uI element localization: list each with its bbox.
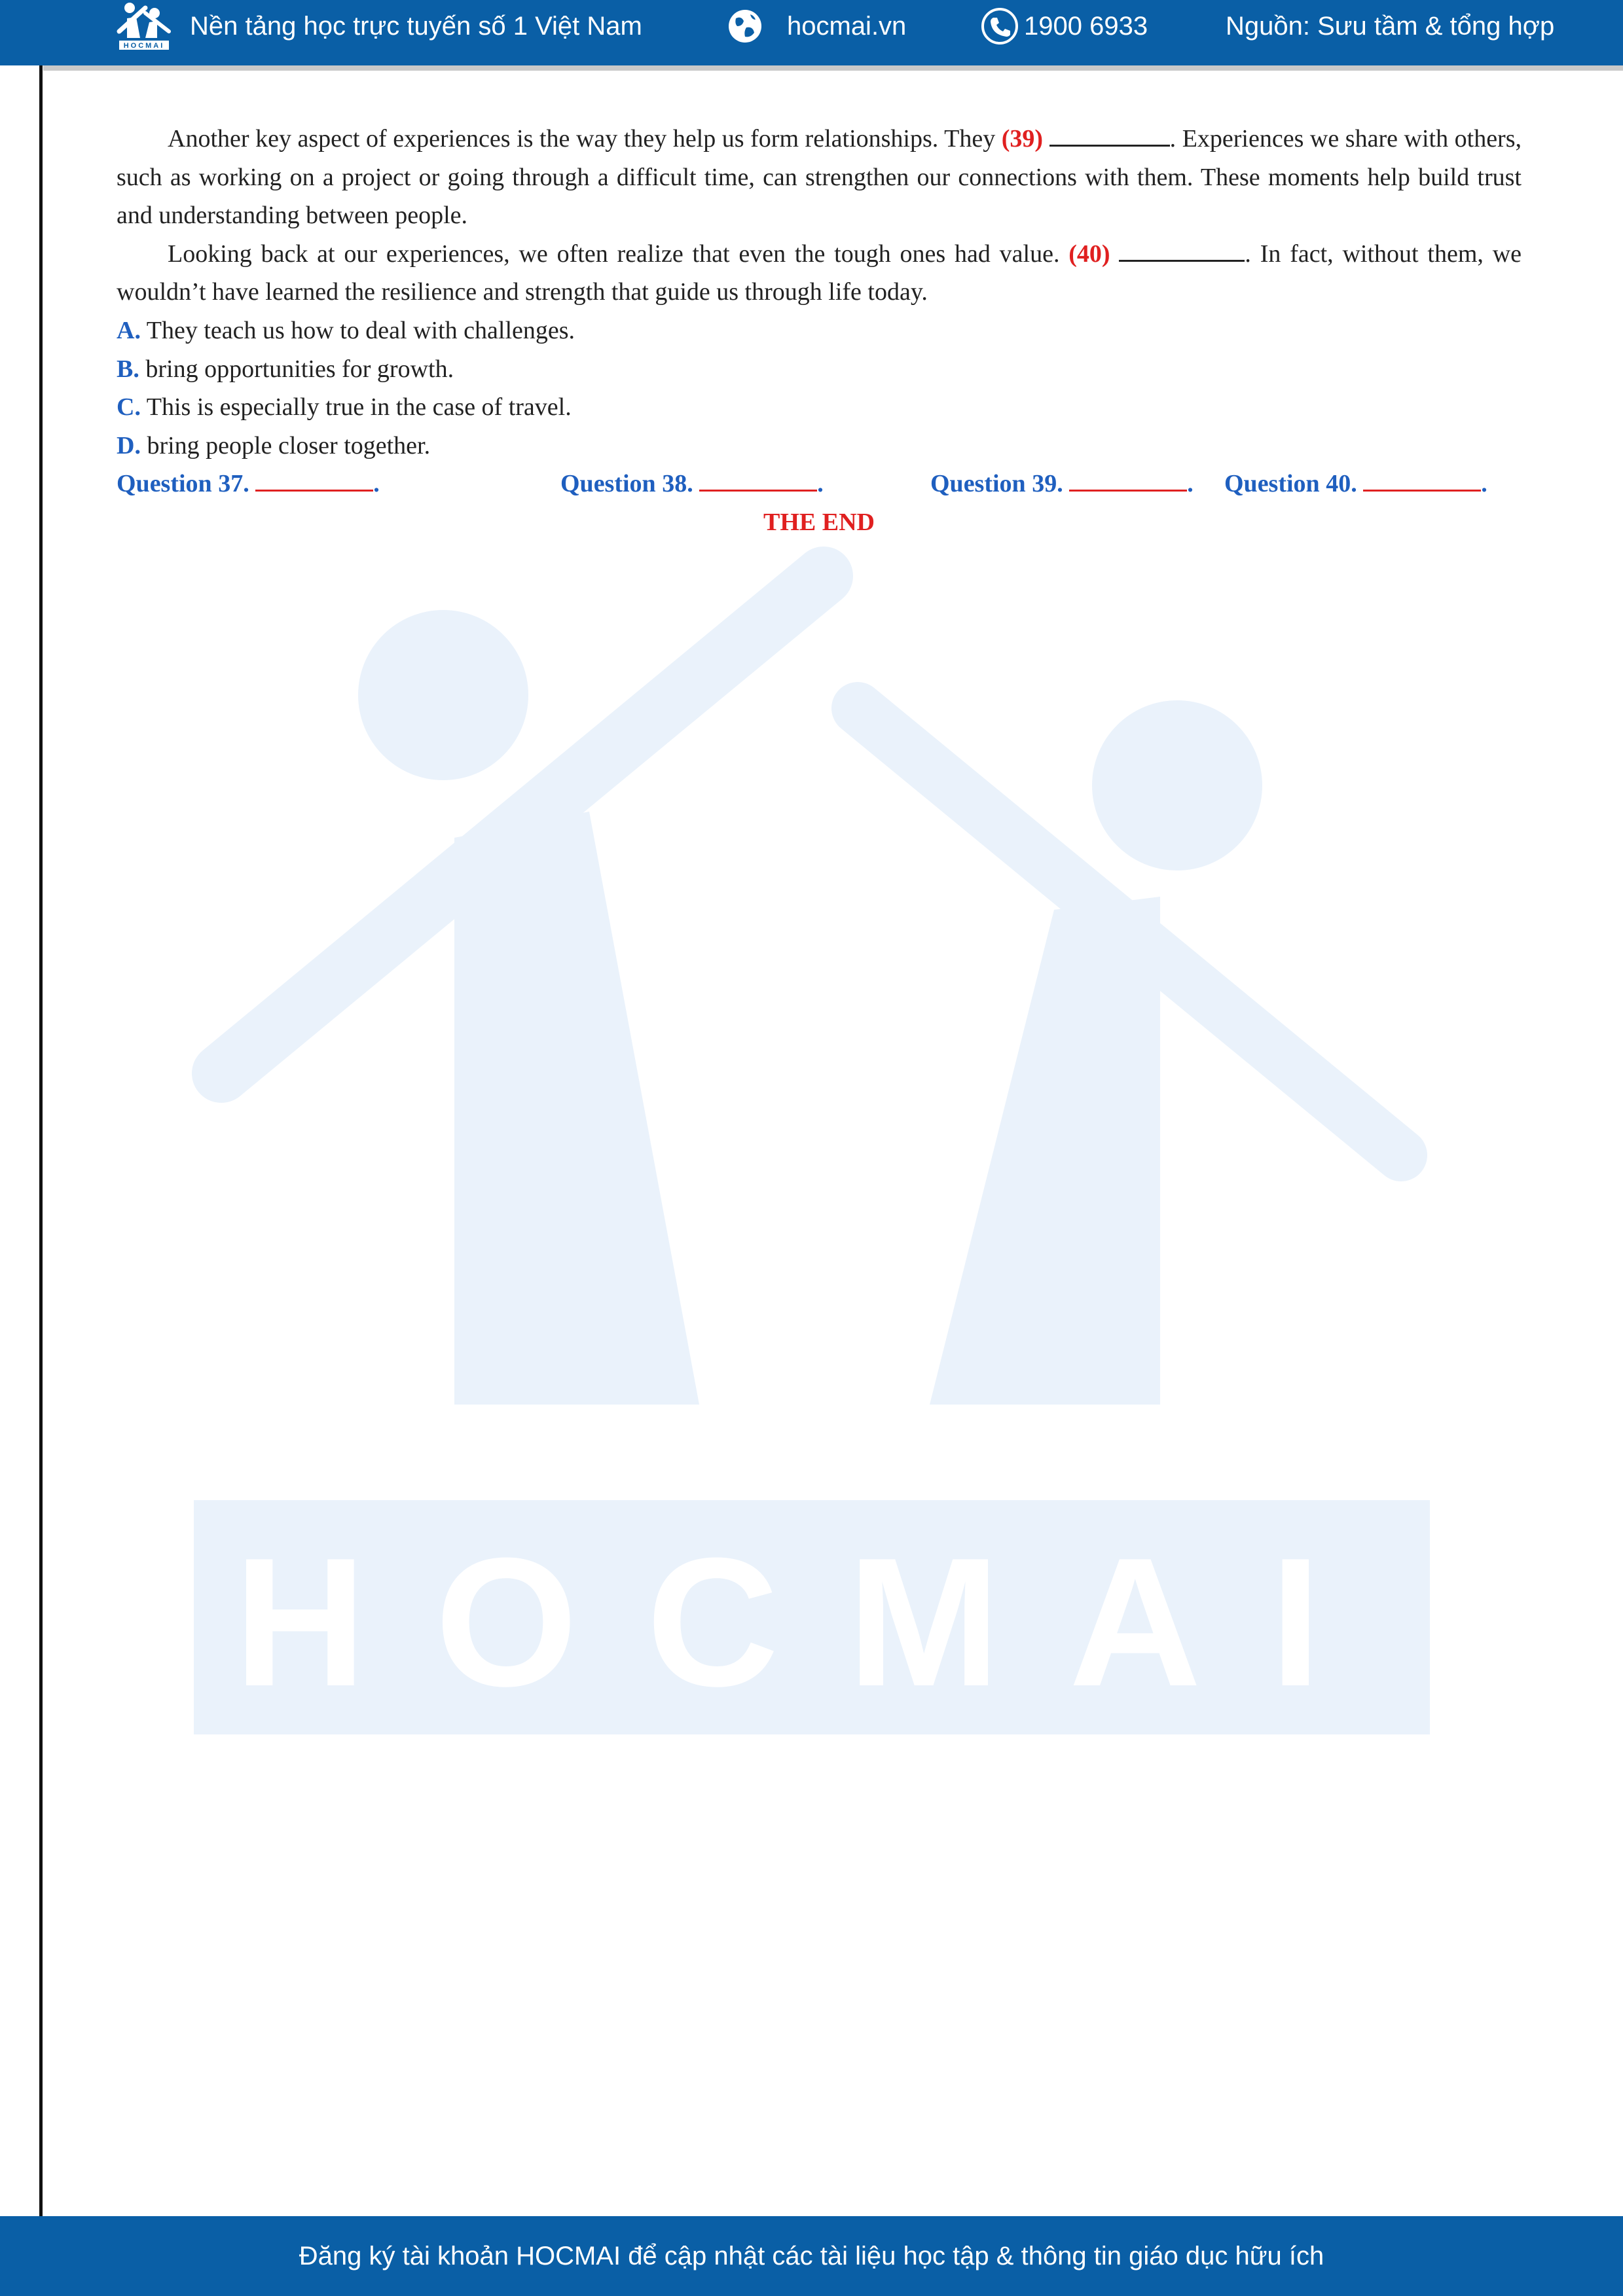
answer-blank-40 — [1119, 240, 1245, 262]
p1-text-end: . Experiences we share with others, such as working on a project or going through a difficult time, can strengthen our connections with them. These moments help build trust and understanding between people. — [117, 125, 1522, 230]
option-a — [117, 312, 1522, 350]
answer-q38: Question 38. . — [560, 470, 824, 498]
answer-field-40[interactable] — [1363, 470, 1481, 492]
answer-label: Question 38. — [560, 470, 693, 498]
p1-text-start: Another key aspect of experiences is the way they help us form relationships. They — [168, 125, 1002, 152]
watermark-head-right — [1092, 700, 1262, 870]
header-website[interactable] — [727, 0, 906, 52]
option-text: bring opportunities for growth. — [145, 355, 454, 383]
option-letter: C. — [117, 393, 141, 422]
header-divider — [43, 65, 1623, 71]
passage-paragraph-1 — [117, 120, 1522, 235]
answer-q37: Question 37. . — [117, 470, 380, 498]
passage-paragraph-2 — [117, 235, 1522, 312]
answer-q39: Question 39. . — [930, 470, 1194, 498]
option-letter: D. — [117, 431, 141, 459]
hocmai-logo[interactable] — [117, 0, 172, 52]
option-text: bring people closer together. — [147, 431, 431, 459]
option-c — [117, 388, 1522, 427]
blank-number-40: (40) — [1068, 240, 1110, 268]
answer-label: Question 40. — [1224, 470, 1357, 498]
option-text: They teach us how to deal with challenges. — [146, 316, 575, 344]
watermark-body-right — [930, 897, 1160, 1405]
page-margin-line — [39, 65, 43, 2219]
option-b — [117, 350, 1522, 389]
logo-icon — [117, 0, 172, 52]
option-letter: A. — [117, 316, 141, 344]
answer-q40: Question 40. . — [1224, 470, 1487, 498]
answer-label: Question 39. — [930, 470, 1063, 498]
p2-text-start: Looking back at our experiences, we often realize that even the tough ones had value. — [168, 240, 1069, 268]
blank-number-39: (39) — [1001, 125, 1044, 152]
header-phone[interactable] — [981, 0, 1148, 52]
website-link[interactable]: hocmai.vn — [787, 11, 907, 41]
option-letter: B. — [117, 355, 139, 383]
answer-field-38[interactable] — [699, 470, 817, 492]
watermark-body-left — [454, 812, 699, 1405]
document-content — [117, 120, 1522, 542]
header-bar — [0, 0, 1623, 65]
watermark-text: HOCMAI — [234, 1520, 1390, 1725]
phone-number[interactable]: 1900 6933 — [1024, 11, 1148, 41]
p2-text-end: . In fact, without them, we wouldn’t have learned the resilience and strength that guide us through life today. — [117, 240, 1522, 306]
footer-bar[interactable] — [0, 2216, 1623, 2296]
answer-row — [117, 465, 1522, 503]
watermark-head-left — [358, 610, 528, 780]
globe-icon — [727, 8, 763, 45]
answer-field-37[interactable] — [255, 470, 373, 492]
the-end-label: THE END — [763, 508, 875, 536]
answer-blank-39 — [1049, 125, 1170, 147]
logo-text: HOCMAI — [123, 42, 165, 50]
option-d — [117, 427, 1522, 465]
answer-label: Question 37. — [117, 470, 249, 498]
header-tagline: Nền tảng học trực tuyến số 1 Việt Nam — [190, 11, 642, 41]
answer-field-39[interactable] — [1069, 470, 1187, 492]
footer-signup-text[interactable]: Đăng ký tài khoản HOCMAI để cập nhật các tài liệu học tập & thông tin giáo dục hữu ích — [299, 2241, 1324, 2270]
header-source: Nguồn: Sưu tầm & tổng hợp — [1226, 11, 1555, 41]
phone-icon — [981, 7, 1019, 45]
option-text: This is especially true in the case of travel. — [146, 393, 572, 422]
